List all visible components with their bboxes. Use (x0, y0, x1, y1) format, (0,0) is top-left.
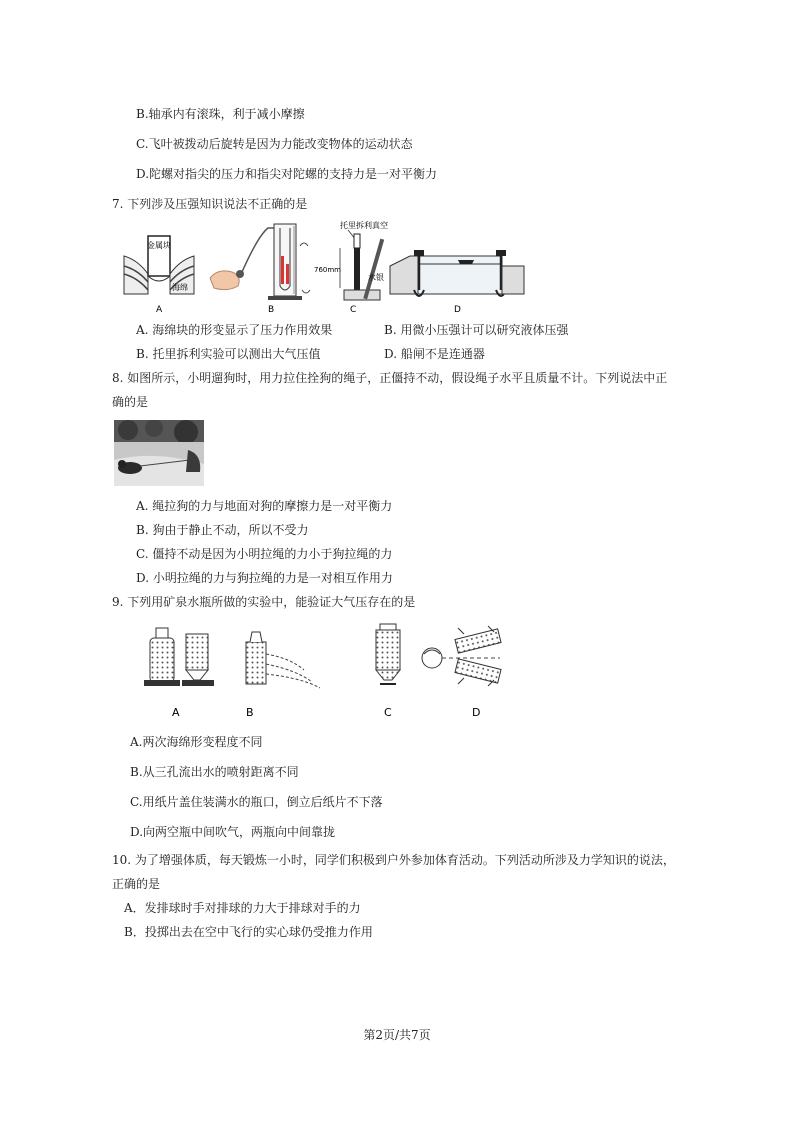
q10-option-b: B．投掷出去在空中飞行的实心球仍受推力作用 (124, 925, 373, 939)
svg-text:A: A (172, 706, 180, 719)
q6-option-b: B.轴承内有滚珠，利于减小摩擦 (136, 107, 305, 121)
q8-option-a: A. 绳拉狗的力与地面对狗的摩擦力是一对平衡力 (136, 499, 393, 513)
q7-figure-b (210, 224, 302, 315)
q7-stem: 7. 下列涉及压强知识说法不正确的是 (112, 197, 308, 211)
q9-stem: 9. 下列用矿泉水瓶所做的实验中，能验证大气压存在的是 (112, 595, 416, 609)
q7-option-b: B. 用微小压强计可以研究液体压强 (384, 323, 569, 337)
q10-option-a: A．发排球时手对排球的力大于排球对手的力 (124, 901, 361, 915)
q9-figure-b (246, 632, 320, 719)
q7-option-d: D. 船闸不是连通器 (384, 347, 485, 361)
q7-figure (118, 216, 528, 316)
svg-text:海绵: 海绵 (172, 283, 188, 292)
svg-text:B: B (268, 305, 275, 315)
svg-text:760mm: 760mm (314, 266, 341, 274)
q8-photo (114, 420, 204, 486)
svg-text:水银: 水银 (368, 273, 384, 282)
q9-figure-c (376, 624, 400, 719)
q10-stem-line2: 正确的是 (112, 877, 161, 891)
q9-figure-a (144, 628, 214, 719)
svg-text:A: A (156, 305, 163, 315)
q7-figure-a (124, 236, 194, 315)
q8-option-c: C. 僵持不动是因为小明拉绳的力小于狗拉绳的力 (136, 547, 393, 561)
svg-text:托里拆利真空: 托里拆利真空 (340, 221, 388, 230)
svg-text:C: C (350, 305, 357, 315)
q8-stem-line1: 8. 如图所示，小明遛狗时，用力拉住拴狗的绳子，正僵持不动，假设绳子水平且质量不计。下列说法中正 (112, 371, 668, 385)
q7-option-a: A. 海绵块的形变显示了压力作用效果 (136, 323, 333, 337)
page-footer: 第2页/共7页 (363, 1028, 431, 1042)
q7-figure-d (390, 250, 524, 315)
svg-text:金属块: 金属块 (147, 241, 171, 250)
q9-option-c: C.用纸片盖住装满水的瓶口，倒立后纸片不下落 (130, 795, 383, 809)
q8-option-b: B. 狗由于静止不动，所以不受力 (136, 523, 309, 537)
q7-option-b2: B. 托里拆利实验可以测出大气压值 (136, 347, 321, 361)
q9-option-a: A.两次海绵形变程度不同 (130, 735, 263, 749)
q9-option-d: D.向两空瓶中间吹气，两瓶向中间靠拢 (130, 825, 336, 839)
svg-text:D: D (454, 305, 461, 315)
q6-option-c: C.飞叶被拨动后旋转是因为力能改变物体的运动状态 (136, 137, 413, 151)
q7-figure-c (300, 220, 388, 315)
svg-text:D: D (472, 706, 481, 719)
q8-stem-line2: 确的是 (112, 395, 149, 409)
q6-option-d: D.陀螺对指尖的压力和指尖对陀螺的支持力是一对平衡力 (136, 167, 438, 181)
q9-figure (140, 620, 520, 722)
svg-text:B: B (246, 706, 254, 719)
q9-figure-d (422, 626, 501, 719)
q9-option-b: B.从三孔流出水的喷射距离不同 (130, 765, 299, 779)
svg-text:C: C (384, 706, 392, 719)
q8-option-d: D. 小明拉绳的力与狗拉绳的力是一对相互作用力 (136, 571, 393, 585)
q10-stem-line1: 10. 为了增强体质，每天锻炼一小时，同学们积极到户外参加体育活动。下列活动所涉及力学知识的说法， (112, 853, 675, 867)
